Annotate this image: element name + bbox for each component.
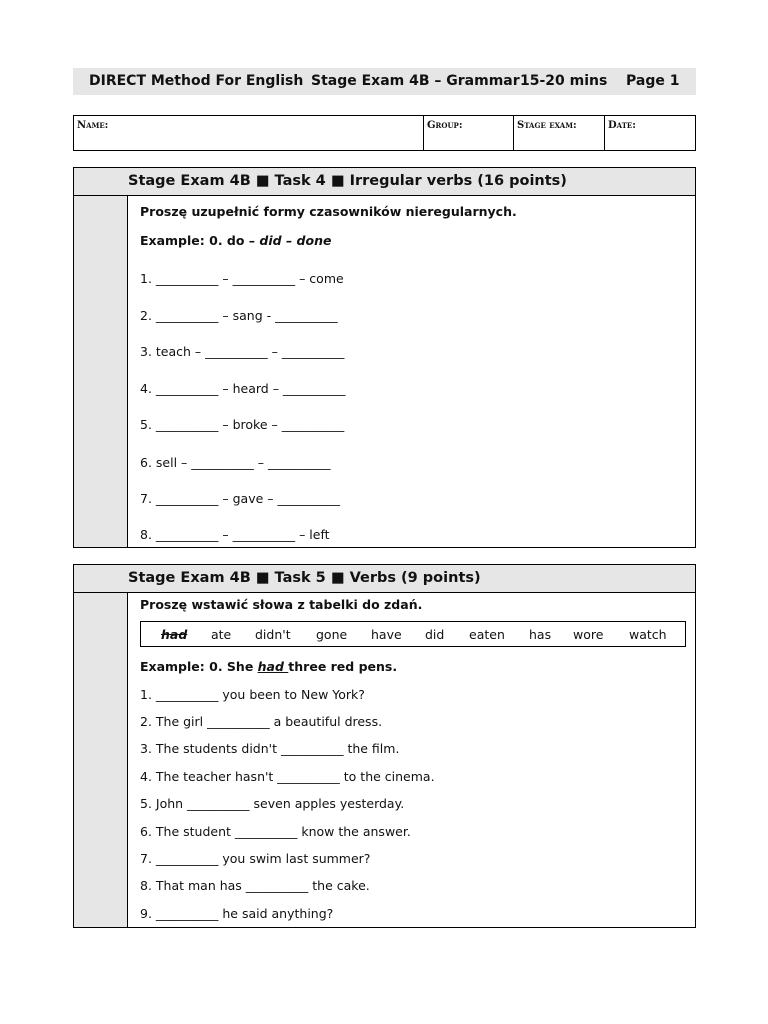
task4-instruction: Proszę uzupełnić formy czasowników nieregularnych. — [140, 204, 517, 219]
word-bank-word: eaten — [469, 627, 505, 642]
task5-example-rest: three red pens. — [288, 659, 398, 674]
date-field[interactable]: Date: — [608, 120, 636, 131]
task5-example-answer: had — [257, 659, 289, 674]
task4-example-label: Example: 0. do – — [140, 233, 260, 248]
task5-item[interactable]: 9. __________ he said anything? — [140, 906, 334, 921]
task4-item[interactable]: 1. __________ – __________ – come — [140, 271, 344, 286]
group-field[interactable]: Group: — [424, 116, 514, 150]
word-bank — [140, 621, 686, 647]
word-bank-word: have — [371, 627, 402, 642]
word-bank-word: had — [161, 627, 188, 642]
task4-title: Stage Exam 4B ■ Task 4 ■ Irregular verbs (16 points) — [74, 168, 695, 196]
task5-item[interactable]: 2. The girl __________ a beautiful dress. — [140, 714, 383, 729]
task4-score-gutter — [74, 196, 128, 547]
word-bank-word: wore — [573, 627, 604, 642]
exam-duration: 15-20 mins — [520, 73, 608, 89]
task4-item[interactable]: 5. __________ – broke – __________ — [140, 417, 345, 432]
student-info-table — [73, 115, 696, 151]
task5-instruction: Proszę wstawić słowa z tabelki do zdań. — [140, 597, 423, 612]
word-bank-word: didn't — [255, 627, 291, 642]
task4-item[interactable]: 4. __________ – heard – __________ — [140, 381, 346, 396]
task4-item[interactable]: 3. teach – __________ – __________ — [140, 344, 345, 359]
task4-box — [73, 167, 696, 548]
task4-item[interactable]: 7. __________ – gave – __________ — [140, 491, 340, 506]
stage-exam-field[interactable]: Stage exam: — [514, 116, 605, 150]
task4-body — [74, 196, 695, 547]
header-bar — [73, 68, 696, 95]
page-number: Page 1 — [626, 73, 680, 89]
course-title: DIRECT Method For English — [89, 73, 304, 89]
word-bank-word: did — [425, 627, 445, 642]
word-bank-word: ate — [211, 627, 232, 642]
task5-example — [140, 659, 397, 674]
task5-score-gutter — [74, 593, 128, 927]
task5-example-label: Example: 0. She — [140, 659, 258, 674]
task5-item[interactable]: 3. The students didn't __________ the film. — [140, 741, 400, 756]
task5-item[interactable]: 4. The teacher hasn't __________ to the cinema. — [140, 769, 435, 784]
task4-item[interactable]: 8. __________ – __________ – left — [140, 527, 330, 542]
task5-item[interactable]: 6. The student __________ know the answer. — [140, 824, 411, 839]
task4-example-answer: did – done — [259, 233, 332, 248]
task4-example — [140, 233, 331, 248]
task5-body — [74, 593, 695, 927]
name-field[interactable]: Name: — [74, 116, 424, 150]
task4-item[interactable]: 2. __________ – sang - __________ — [140, 308, 338, 323]
task5-item[interactable]: 7. __________ you swim last summer? — [140, 851, 371, 866]
task5-item[interactable]: 5. John __________ seven apples yesterday. — [140, 796, 405, 811]
task5-box — [73, 564, 696, 928]
task4-item[interactable]: 6. sell – __________ – __________ — [140, 455, 331, 470]
word-bank-word: has — [529, 627, 552, 642]
task5-item[interactable]: 1. __________ you been to New York? — [140, 687, 365, 702]
word-bank-word: watch — [629, 627, 667, 642]
exam-title: Stage Exam 4B – Grammar — [311, 73, 520, 89]
task5-item[interactable]: 8. That man has __________ the cake. — [140, 878, 370, 893]
task5-title: Stage Exam 4B ■ Task 5 ■ Verbs (9 points) — [74, 565, 695, 593]
word-bank-word: gone — [316, 627, 348, 642]
